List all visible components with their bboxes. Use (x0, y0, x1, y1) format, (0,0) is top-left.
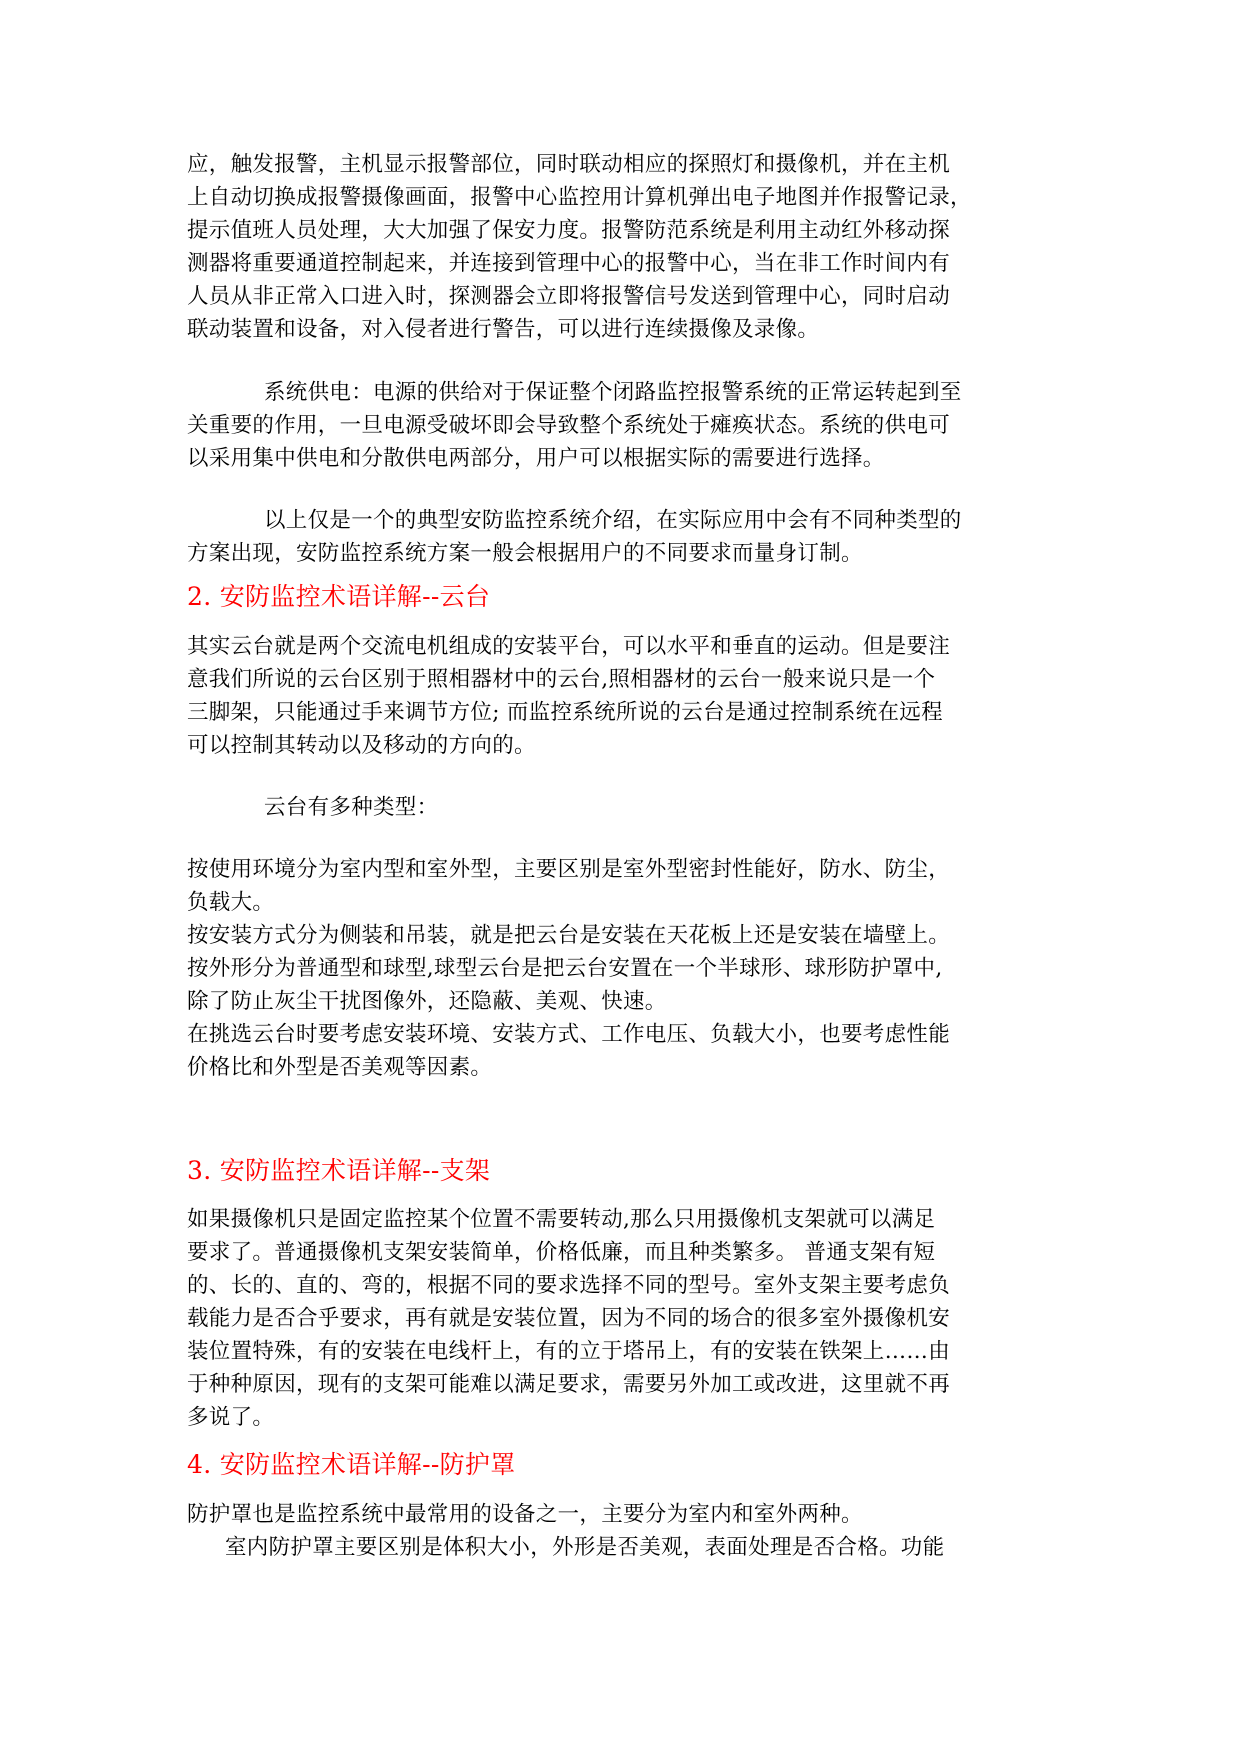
text-line: 上自动切换成报警摄像画面，报警中心监控用计算机弹出电子地图并作报警记录， (187, 185, 972, 210)
paragraph-power-supply (187, 376, 1057, 475)
paragraph-housing (187, 1498, 1057, 1564)
section-heading-bracket: 3. 安防监控术语详解--支架 (187, 1156, 491, 1185)
paragraph-pan-tilt-classification (187, 853, 1057, 1084)
text-line: 按外形分为普通型和球型,球型云台是把云台安置在一个半球形、球形防护罩中, (187, 956, 943, 981)
text-line: 方案出现，安防监控系统方案一般会根据用户的不同要求而量身订制。 (187, 541, 863, 566)
text-line: 载能力是否合乎要求，再有就是安装位置，因为不同的场合的很多室外摄像机安 (187, 1306, 951, 1331)
text-line: 价格比和外型是否美观等因素。 (187, 1055, 493, 1080)
text-line: 在挑选云台时要考虑安装环境、安装方式、工作电压、负载大小，也要考虑性能 (187, 1022, 951, 1047)
text-line: 要求了。普通摄像机支架安装简单，价格低廉，而且种类繁多。 普通支架有短 (187, 1240, 936, 1265)
section-heading-housing: 4. 安防监控术语详解--防护罩 (187, 1450, 516, 1479)
text-line: 防护罩也是监控系统中最常用的设备之一，主要分为室内和室外两种。 (187, 1502, 863, 1527)
text-line: 可以控制其转动以及移动的方向的。 (187, 733, 536, 758)
text-line: 除了防止灰尘干扰图像外，还隐蔽、美观、快速。 (187, 989, 667, 1014)
text-line: 按安装方式分为侧装和吊装，就是把云台是安装在天花板上还是安装在墙壁上。 (187, 923, 951, 948)
text-line: 如果摄像机只是固定监控某个位置不需要转动,那么只用摄像机支架就可以满足 (187, 1207, 936, 1232)
text-line: 按使用环境分为室内型和室外型，主要区别是室外型密封性能好，防水、防尘， (187, 857, 951, 882)
text-line: 系统供电：电源的供给对于保证整个闭路监控报警系统的正常运转起到至 (264, 380, 962, 405)
section-heading-pan-tilt: 2. 安防监控术语详解--云台 (187, 582, 491, 611)
text-line: 应，触发报警，主机显示报警部位，同时联动相应的探照灯和摄像机，并在主机 (187, 152, 951, 177)
text-line: 意我们所说的云台区别于照相器材中的云台,照相器材的云台一般来说只是一个 (187, 667, 936, 692)
text-line: 多说了。 (187, 1405, 275, 1430)
text-line: 负载大。 (187, 890, 275, 915)
text-line: 云台有多种类型： (264, 795, 439, 820)
text-line: 于种种原因，现有的支架可能难以满足要求，需要另外加工或改进，这里就不再 (187, 1372, 951, 1397)
paragraph-pan-tilt-types (187, 791, 1057, 824)
text-line: 室内防护罩主要区别是体积大小，外形是否美观，表面处理是否合格。功能 (225, 1535, 945, 1560)
text-line: 三脚架，只能通过手来调节方位; 而监控系统所说的云台是通过控制系统在远程 (187, 700, 943, 725)
text-line: 关重要的作用，一旦电源受破坏即会导致整个系统处于瘫痪状态。系统的供电可 (187, 413, 951, 438)
text-line: 提示值班人员处理，大大加强了保安力度。报警防范系统是利用主动红外移动探 (187, 218, 951, 243)
text-line: 其实云台就是两个交流电机组成的安装平台，可以水平和垂直的运动。但是要注 (187, 634, 951, 659)
text-line: 测器将重要通道控制起来，并连接到管理中心的报警中心，当在非工作时间内有 (187, 251, 951, 276)
text-line: 人员从非正常入口进入时，探测器会立即将报警信号发送到管理中心，同时启动 (187, 284, 951, 309)
text-line: 以上仅是一个的典型安防监控系统介绍，在实际应用中会有不同种类型的 (264, 508, 962, 533)
text-line: 装位置特殊，有的安装在电线杆上，有的立于塔吊上，有的安装在铁架上……由 (187, 1339, 951, 1364)
text-line: 以采用集中供电和分散供电两部分，用户可以根据实际的需要进行选择。 (187, 446, 885, 471)
paragraph-bracket (187, 1203, 1057, 1434)
text-line: 的、长的、直的、弯的，根据不同的要求选择不同的型号。室外支架主要考虑负 (187, 1273, 951, 1298)
text-line: 联动装置和设备，对入侵者进行警告，可以进行连续摄像及录像。 (187, 317, 820, 342)
paragraph-summary (187, 504, 1057, 570)
paragraph-pan-tilt-intro (187, 630, 1057, 762)
paragraph-alarm-linkage (187, 148, 1057, 346)
